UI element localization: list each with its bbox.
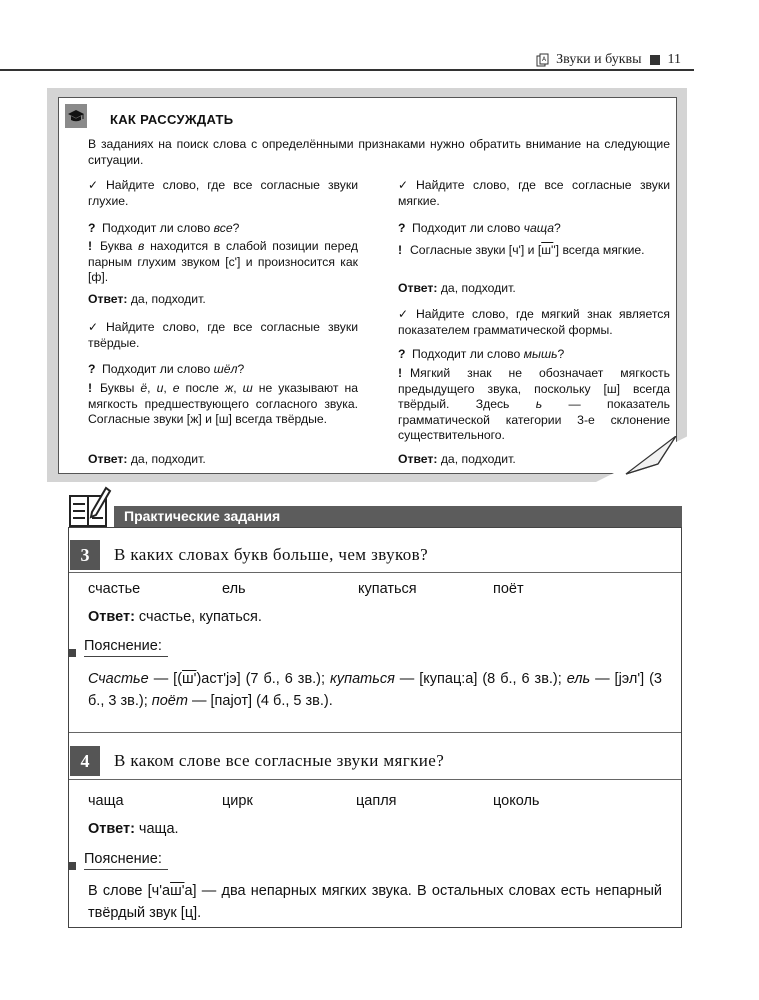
answer-line: Ответ: да, подходит. (398, 452, 516, 466)
book-icon (536, 53, 550, 67)
header-rule (0, 69, 694, 71)
word-option: цапля (356, 793, 397, 809)
svg-text:A: A (542, 56, 547, 63)
question-item: ? Подходит ли слово чаща? (398, 221, 561, 235)
task-question: В каких словах букв больше, чем звуков? (114, 545, 429, 564)
checkmark-icon: ✓ (398, 178, 409, 192)
word-option: ель (222, 581, 246, 597)
explanation-item: ! Согласные звуки [ч'] и [ш''] всегда мягкие. (398, 243, 645, 257)
word-option: счастье (88, 581, 141, 597)
task-question: В каком слове все согласные звуки мягкие? (114, 751, 445, 770)
square-separator-icon (650, 55, 660, 65)
explanation-item: ! Буква в находится в слабой позиции перед парным глухим звуком [с'] и произносится как [ф]. (88, 239, 358, 285)
word-option: поёт (493, 581, 524, 597)
exclamation-icon: ! (398, 366, 403, 380)
word-option: купаться (358, 581, 417, 597)
task-answer: Ответ: счастье, купаться. (88, 609, 262, 625)
task-divider (69, 732, 681, 733)
explanation-item: ! Буквы ё, и, е после ж, ш не указывают на мягкость предшествующего согласного звука. Согласные звуки [ж] и [ш] всегда твёрдые. (88, 381, 359, 427)
question-item: ? Подходит ли слово мышь? (398, 347, 565, 361)
explanation-marker-icon (68, 862, 76, 870)
checkmark-icon: ✓ (88, 320, 99, 334)
notebook-pencil-icon (66, 482, 114, 528)
exclamation-icon: ! (398, 243, 403, 257)
answer-line: Ответ: да, подходит. (88, 452, 206, 466)
section-title: Звуки и буквы (556, 52, 642, 67)
running-header (536, 52, 681, 68)
graduation-cap-icon (65, 104, 87, 128)
task-answer: Ответ: чаща. (88, 821, 179, 837)
checkmark-icon: ✓ (398, 307, 409, 321)
task-explanation: В слове [ч'аш'а] — два непарных мягких звука. В остальных словах есть непарный твёрдый звук [ц]. (88, 883, 663, 921)
explanation-label: Пояснение: (84, 638, 162, 654)
explanation-item: ! Мягкий знак не обозначает мягкость предыдущего звука, поскольку [ш] всегда твёрдый. Здесь ь — показатель грамматической категории 3-е склонение существительного. (398, 366, 670, 443)
question-mark-icon: ? (398, 221, 406, 235)
question-mark-icon: ? (88, 362, 96, 376)
question-mark-icon: ? (88, 221, 96, 235)
task-explanation: Счастье — [(ш')аст'jэ] (7 б., 6 зв.); купаться — [купац:а] (8 б., 6 зв.); ель — [jэл'] (3 б., 3 зв.); поёт — [паjот] (4 б., 5 зв.). (88, 671, 662, 709)
check-item: ✓ Найдите слово, где все согласные звуки глухие. (88, 178, 358, 208)
explanation-underline (84, 656, 168, 657)
reasoning-intro: В заданиях на поиск слова с определёнными признаками нужно обратить внимание на следующие ситуации. (88, 137, 670, 167)
word-option: чаща (88, 793, 124, 809)
answer-line: Ответ: да, подходит. (88, 292, 206, 306)
question-mark-icon: ? (398, 347, 406, 361)
task-number-badge: 4 (70, 746, 100, 776)
answer-line: Ответ: да, подходит. (398, 281, 516, 295)
check-item: ✓ Найдите слово, где мягкий знак является показателем грамматической формы. (398, 307, 670, 337)
check-item: ✓ Найдите слово, где все согласные звуки мягкие. (398, 178, 670, 208)
reasoning-title: КАК РАССУЖДАТЬ (110, 112, 234, 127)
task-separator (69, 779, 681, 780)
exclamation-icon: ! (88, 239, 93, 253)
page-number: 11 (667, 52, 681, 67)
practice-title: Практические задания (124, 508, 281, 524)
explanation-label: Пояснение: (84, 851, 162, 867)
task-separator (69, 572, 681, 573)
word-option: цирк (222, 793, 253, 809)
checkmark-icon: ✓ (88, 178, 99, 192)
explanation-marker-icon (68, 649, 76, 657)
exclamation-icon: ! (88, 381, 93, 395)
question-item: ? Подходит ли слово шёл? (88, 362, 245, 376)
explanation-underline (84, 869, 168, 870)
word-option: цоколь (493, 793, 540, 809)
question-item: ? Подходит ли слово все? (88, 221, 240, 235)
task-number-badge: 3 (70, 540, 100, 570)
check-item: ✓ Найдите слово, где все согласные звуки твёрдые. (88, 320, 358, 350)
